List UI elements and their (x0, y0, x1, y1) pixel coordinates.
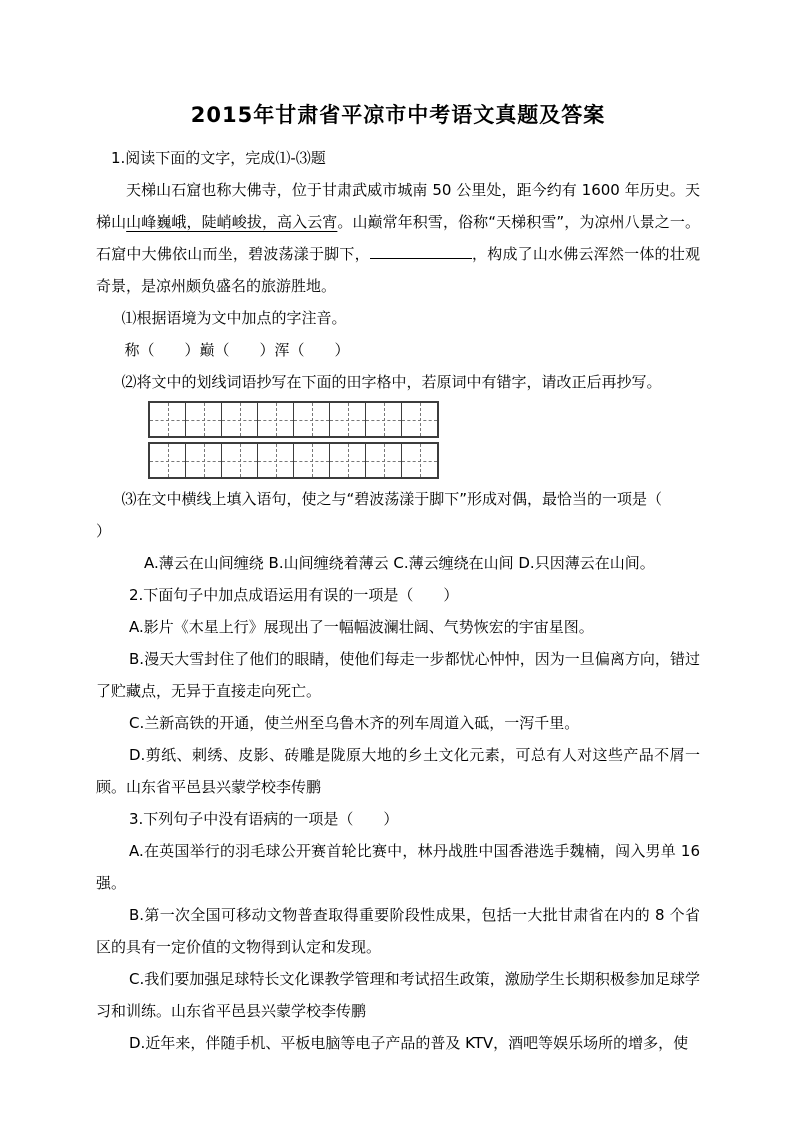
q1-intro: 1.阅读下面的文字，完成⑴-⑶题 (111, 149, 326, 167)
fill-in-blank-line (370, 245, 472, 259)
q2-option-a: A.影片《木星上行》展现出了一幅幅波澜壮阔、气势恢宏的宇宙星图。 (129, 618, 594, 636)
passage-text-pre: 天梯山石窟也称大佛寺，位于甘肃武威市城南 50 公里处，距今约有 1600 年历史。天梯山 (96, 181, 700, 231)
q2-option-d: D.剪纸、刺绣、皮影、砖雕是陇原大地的乡土文化元素，可总有人对这些产品不屑一顾。山东省平邑县兴蒙学校李传鹏 (96, 746, 700, 796)
q1-passage (96, 174, 700, 302)
tianzige-cell (330, 444, 366, 477)
tianzige-cell (150, 403, 186, 436)
q3-option-b: B.第一次全国可移动文物普查取得重要阶段性成果，包括一大批甘肃省在内的 8 个省区的具有一定价值的文物得到认定和发现。 (96, 906, 700, 956)
q2-option-b: B.漫天大雪封住了他们的眼睛，使他们每走一步都忧心忡忡，因为一旦偏离方向，错过了贮藏点，无异于直接走向死亡。 (96, 650, 700, 700)
passage-text-mid: 。山巅常年积雪，俗称“天梯积雪”，为凉州八景之一。石窟中大佛依山而坐，碧波荡漾于脚下， (96, 213, 700, 263)
tianzige-grid (148, 401, 700, 479)
q1-sub1-label: ⑴根据语境为文中加点的字注音。 (121, 309, 347, 327)
tianzige-cell (222, 444, 258, 477)
tianzige-cell (294, 403, 330, 436)
tianzige-row (148, 401, 439, 438)
q3-option-a: A.在英国举行的羽毛球公开赛首轮比赛中，林丹战胜中国香港选手魏楠，闯入男单 16 强。 (96, 842, 700, 892)
tianzige-cell (330, 403, 366, 436)
q1-sub1-pinyin-blanks: 称（ ）巅（ ）浑（ ） (124, 341, 350, 359)
q2-stem: 2.下面句子中加点成语运用有误的一项是（ ） (129, 586, 459, 604)
tianzige-cell (366, 403, 402, 436)
q3-stem: 3.下列句子中没有语病的一项是（ ） (129, 810, 399, 828)
q3-option-d: D.近年来，伴随手机、平板电脑等电子产品的普及 KTV，酒吧等娱乐场所的增多，使 (129, 1034, 689, 1052)
q3-option-c: C.我们要加强足球特长文化课教学管理和考试招生政策，激励学生长期积极参加足球学习和训练。山东省平邑县兴蒙学校李传鹏 (96, 970, 700, 1020)
tianzige-cell (294, 444, 330, 477)
q1-sub3-options: A.薄云在山间缠绕 B.山间缠绕着薄云 C.薄云缠绕在山间 D.只因薄云在山间。 (144, 554, 655, 572)
tianzige-cell (258, 403, 294, 436)
tianzige-cell (258, 444, 294, 477)
tianzige-cell (186, 403, 222, 436)
q2-option-c: C.兰新高铁的开通，使兰州至乌鲁木齐的列车周道入砥，一泻千里。 (129, 714, 580, 732)
q1-sub2-label: ⑵将文中的划线词语抄写在下面的田字格中，若原词中有错字，请改正后再抄写。 (121, 373, 662, 391)
tianzige-row (148, 442, 439, 479)
tianzige-cell (150, 444, 186, 477)
tianzige-cell (222, 403, 258, 436)
passage-underlined-phrase: 山峰巍峨，陡峭峻拔，高入云宵 (126, 213, 338, 231)
tianzige-cell (186, 444, 222, 477)
q1-sub3-close-paren: ） (96, 522, 112, 540)
passage-text-post: ，构成了山水佛云浑然一体的壮观奇景，是凉州颇负盛名的旅游胜地。 (96, 245, 700, 295)
q1-sub3-label: ⑶在文中横线上填入语句，使之与“碧波荡漾于脚下”形成对偶，最恰当的一项是（ (121, 490, 663, 508)
tianzige-cell (402, 444, 437, 477)
page-title: 2015年甘肃省平凉市中考语文真题及答案 (190, 103, 606, 127)
tianzige-cell (366, 444, 402, 477)
tianzige-cell (402, 403, 437, 436)
